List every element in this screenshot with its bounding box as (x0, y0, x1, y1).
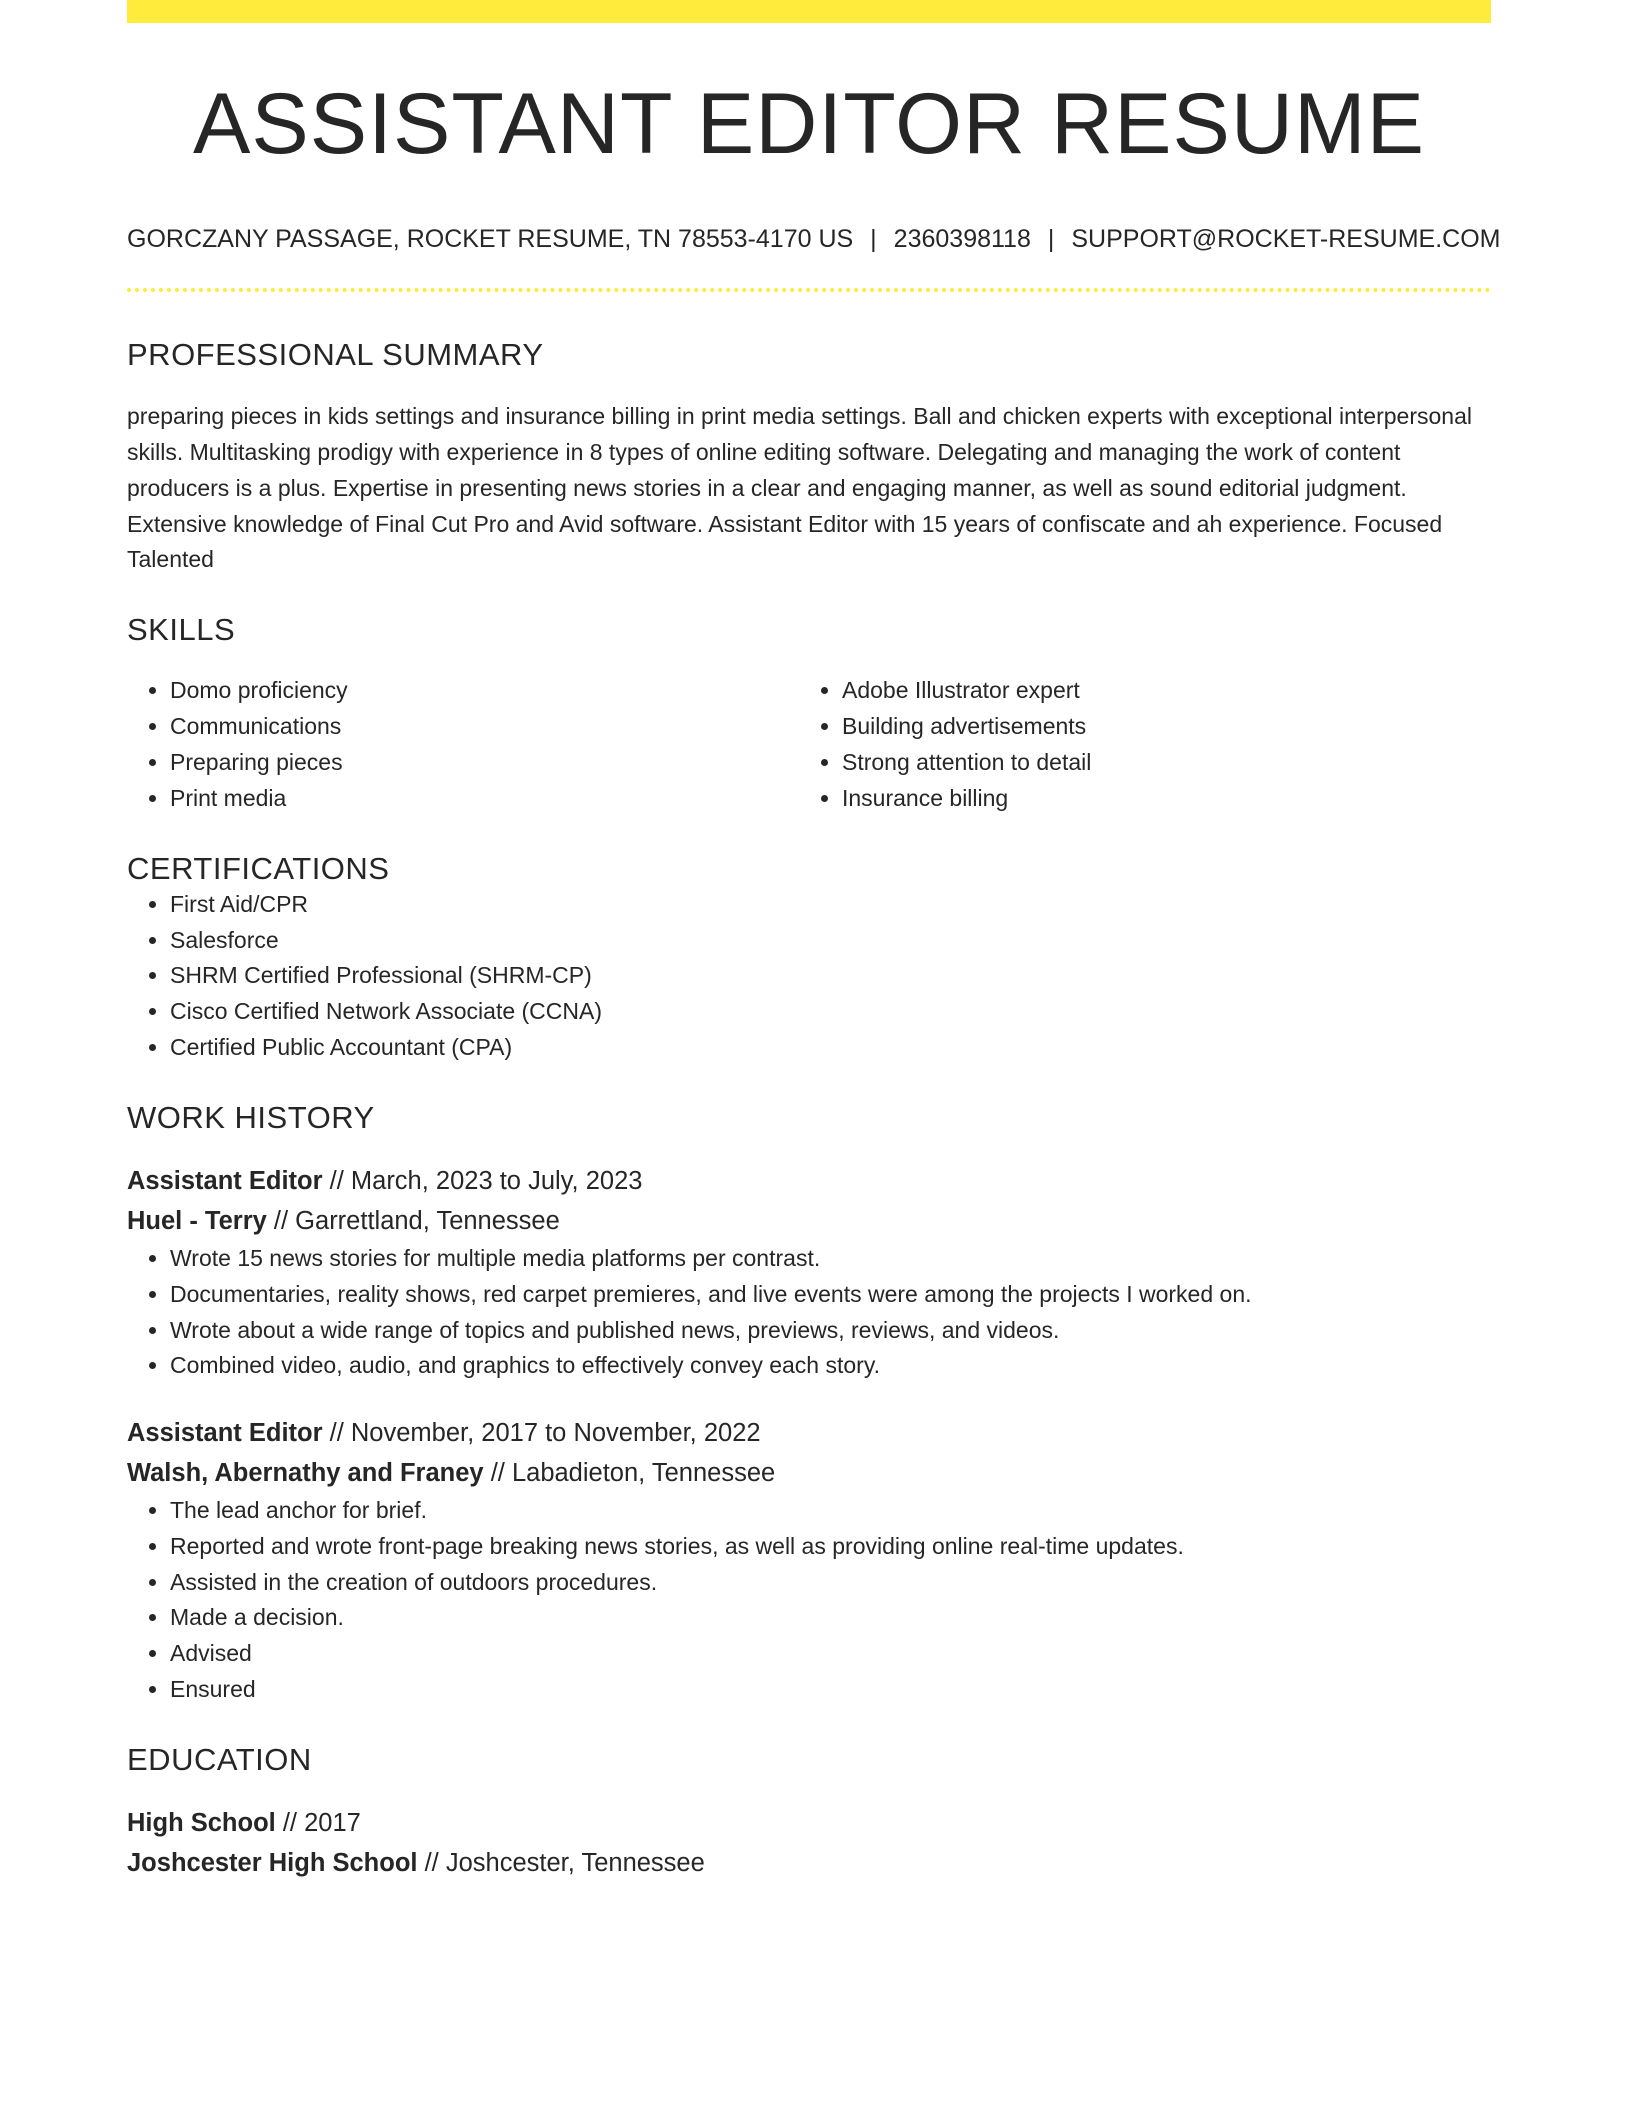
skill-item: • Insurance billing (842, 781, 1471, 817)
certifications-heading: CERTIFICATIONS (127, 850, 390, 886)
job-bullet: • The lead anchor for brief. (170, 1493, 1491, 1529)
job-company: Huel - Terry (127, 1206, 267, 1235)
skills-column-right (799, 673, 1471, 816)
job-bullet: • Wrote about a wide range of topics and published news, previews, reviews, and videos. (170, 1313, 1491, 1349)
skill-item: • Preparing pieces (170, 745, 799, 781)
education-school-line (127, 1843, 1491, 1883)
job-bullet: • Wrote 15 news stories for multiple media platforms per contrast. (170, 1241, 1491, 1277)
job-dates: // March, 2023 to July, 2023 (329, 1166, 643, 1195)
job-bullet: • Combined video, audio, and graphics to effectively convey each story. (170, 1348, 1491, 1384)
education-degree-line (127, 1803, 1491, 1843)
job-bullet: • Reported and wrote front-page breaking news stories, as well as providing online real-time updates. (170, 1529, 1491, 1565)
job-title-line (127, 1413, 1491, 1453)
job-dates: // November, 2017 to November, 2022 (329, 1419, 761, 1448)
certification-item: • First Aid/CPR (170, 887, 1491, 923)
certification-item: • Cisco Certified Network Associate (CCNA) (170, 994, 1491, 1030)
skill-item: • Adobe Illustrator expert (842, 673, 1471, 709)
skill-item: • Communications (170, 709, 799, 745)
skills-list-left (127, 673, 799, 816)
contact-line (127, 224, 1501, 254)
summary-text: preparing pieces in kids settings and insurance billing in print media settings. Ball and chicken experts with exceptional interpersonal skills. Multitasking prodigy with experience in 8 types of online editing software. Delegating and managing the work of content producers is a plus. Expertise in presenting news stories in a clear and engaging manner, as well as sound editorial judgment. Extensive knowledge of Final Cut Pro and Avid software. Assistant Editor with 15 years of confiscate and ah experience. Focused Talented (127, 403, 1472, 573)
job-bullet: • Advised (170, 1636, 1491, 1672)
resume-page (127, 0, 1501, 1883)
certification-item: • SHRM Certified Professional (SHRM-CP) (170, 958, 1491, 994)
contact-phone: 2360398118 (893, 225, 1031, 253)
job-company-line (127, 1453, 1491, 1493)
contact-address: GORCZANY PASSAGE, ROCKET RESUME, TN 78553-4170 US (127, 225, 854, 253)
contact-separator: | (1047, 225, 1055, 253)
resume-title: ASSISTANT EDITOR RESUME (193, 76, 1425, 172)
job-bullet: • Documentaries, reality shows, red carpet premieres, and live events were among the projects I worked on. (170, 1277, 1491, 1313)
accent-top-bar (127, 0, 1491, 23)
certification-item: • Salesforce (170, 923, 1491, 959)
skill-item: • Domo proficiency (170, 673, 799, 709)
job-location: // Labadieton, Tennessee (490, 1459, 776, 1488)
job-bullets (127, 1493, 1491, 1708)
job-company-line (127, 1201, 1491, 1241)
summary-heading: PROFESSIONAL SUMMARY (127, 337, 544, 372)
contact-separator: | (870, 225, 877, 253)
education-year: // 2017 (282, 1809, 361, 1838)
work-history-heading: WORK HISTORY (127, 1099, 375, 1135)
job-bullet: • Ensured (170, 1672, 1491, 1708)
education-location: // Joshcester, Tennessee (424, 1849, 705, 1878)
job-bullet: • Assisted in the creation of outdoors procedures. (170, 1565, 1491, 1601)
job-title-line (127, 1161, 1491, 1201)
job-title: Assistant Editor (127, 1166, 323, 1195)
job-title: Assistant Editor (127, 1419, 323, 1448)
contact-email: SUPPORT@ROCKET-RESUME.COM (1071, 225, 1501, 253)
certifications-list (127, 887, 1491, 1066)
skill-item: • Print media (170, 781, 799, 817)
job-entry (127, 1161, 1491, 1384)
dotted-divider (127, 288, 1491, 292)
skill-item: • Strong attention to detail (842, 745, 1471, 781)
skills-heading: SKILLS (127, 612, 236, 648)
job-bullet: • Made a decision. (170, 1600, 1491, 1636)
job-location: // Garrettland, Tennessee (273, 1206, 560, 1235)
education-degree: High School (127, 1809, 276, 1838)
job-bullets (127, 1241, 1491, 1384)
job-entry (127, 1413, 1491, 1708)
skill-item: • Building advertisements (842, 709, 1471, 745)
skills-grid (127, 673, 1491, 816)
education-heading: EDUCATION (127, 1741, 312, 1777)
skills-column-left (127, 673, 799, 816)
skills-list-right (799, 673, 1471, 816)
certification-item: • Certified Public Accountant (CPA) (170, 1030, 1491, 1066)
education-school: Joshcester High School (127, 1849, 418, 1878)
job-company: Walsh, Abernathy and Franey (127, 1459, 484, 1488)
